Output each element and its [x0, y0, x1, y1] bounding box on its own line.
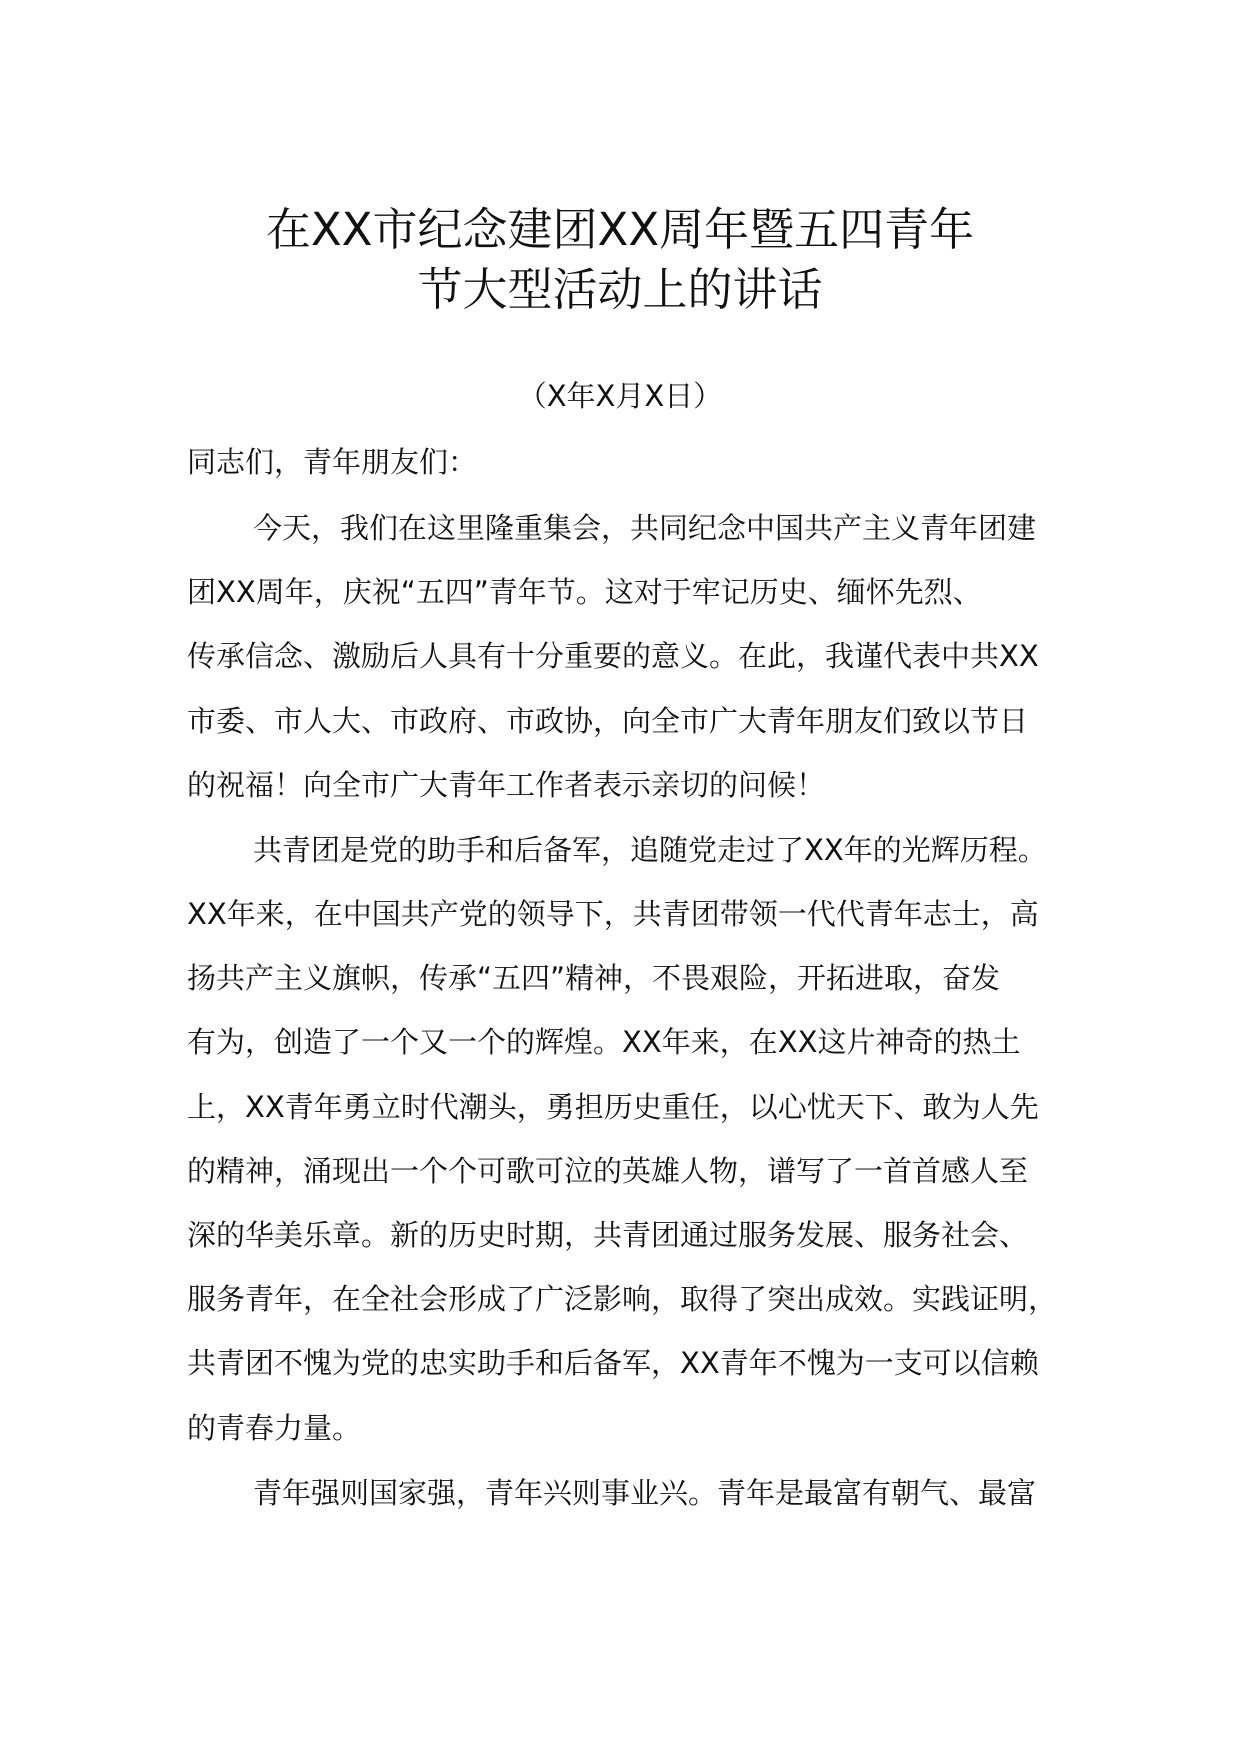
body-line-15: 的青春力量。	[187, 1411, 362, 1445]
document-date: （X年X月X日）	[517, 379, 723, 413]
body-line-1: 今天，我们在这里隆重集会，共同纪念中国共产主义青年团建	[253, 511, 1037, 545]
body-line-13: 服务青年，在全社会形成了广泛影响，取得了突出成效。实践证明，	[187, 1282, 1058, 1316]
body-line-3: 传承信念、激励后人具有十分重要的意义。在此，我谨代表中共XX	[187, 639, 1039, 673]
document-title-line-1: 在XX市纪念建团XX周年暨五四青年	[265, 203, 975, 256]
body-line-8: 扬共产主义旗帜，传承“五四”精神，不畏艰险，开拓进取，奋发	[187, 961, 1001, 995]
body-line-2: 团XX周年，庆祝“五四”青年节。这对于牢记历史、缅怀先烈、	[187, 575, 982, 609]
body-line-4: 市委、市人大、市政府、市政协，向全市广大青年朋友们致以节日	[187, 704, 1029, 738]
body-line-16: 青年强则国家强，青年兴则事业兴。青年是最富有朝气、最富	[253, 1476, 1037, 1510]
body-line-10: 上，XX青年勇立时代潮头，勇担历史重任，以心忧天下、敢为人先	[187, 1090, 1039, 1124]
body-line-9: 有为，创造了一个又一个的辉煌。XX年来，在XX这片神奇的热土	[187, 1025, 1021, 1059]
body-line-7: XX年来，在中国共产党的领导下，共青团带领一代代青年志士，高	[187, 897, 1039, 931]
body-line-5: 的祝福！向全市广大青年工作者表示亲切的问候！	[187, 768, 826, 802]
document-title-line-2: 节大型活动上的讲话	[417, 263, 823, 316]
body-line-12: 深的华美乐章。新的历史时期，共青团通过服务发展、服务社会、	[187, 1218, 1029, 1252]
body-line-14: 共青团不愧为党的忠实助手和后备军，XX青年不愧为一支可以信赖	[187, 1346, 1039, 1380]
body-line-11: 的精神，涌现出一个个可歌可泣的英雄人物，谱写了一首首感人至	[187, 1154, 1029, 1188]
salutation: 同志们，青年朋友们：	[187, 445, 478, 479]
body-line-6: 共青团是党的助手和后备军，追随党走过了XX年的光辉历程。	[253, 833, 1047, 867]
